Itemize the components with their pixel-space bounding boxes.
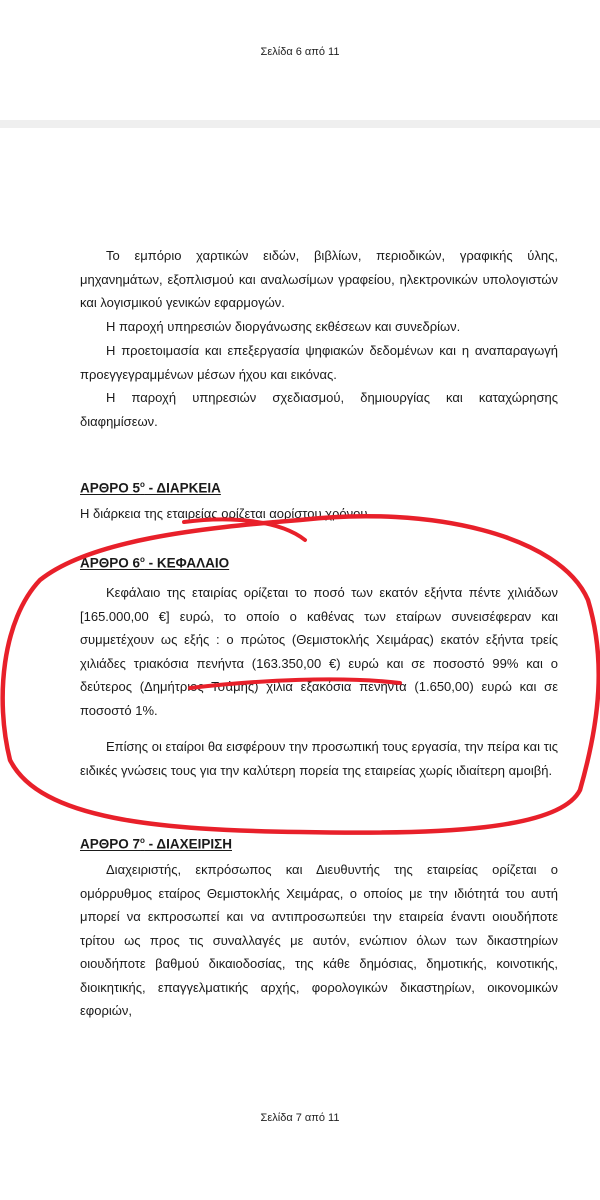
article-5-text: Η διάρκεια της εταιρείας ορίζεται αορίστου χρόνου.: [80, 506, 372, 521]
article-6-capital-paragraph: Κεφάλαιο της εταιρίας ορίζεται το ποσό των εκατόν εξήντα πέντε χιλιάδων [165.000,00 €] ευρώ, το οποίο ο καθένας των εταίρων συνεισέφεραν και συμμετέχουν ως εξής : ο πρώτος (Θεμιστοκλής Χειμάρας) εκατόν εξήντα τρείς χιλιάδες τριακόσια πενήντα (163.350,00 €) ευρώ και σε ποσοστό 99% και ο δεύτερος (Δημήτριος Τσάμης) χίλια εξακόσια πενήντα (1.650,00) ευρώ και σε ποσοστό 1%.: [80, 585, 558, 718]
article-7-heading: ΑΡΘΡΟ $7^o$ - ΔΙΑΧΕΙΡΙΣΗ: [80, 836, 232, 852]
object-item-exhibitions: Η παροχή υπηρεσιών διοργάνωσης εκθέσεων και συνεδρίων.: [106, 319, 461, 334]
circle-mark: [3, 516, 599, 833]
article-5-heading: ΑΡΘΡΟ $5^o$ - ΔΙΑΡΚΕΙΑ: [80, 480, 221, 496]
object-item-advertising: Η παροχή υπηρεσιών σχεδιασμού, δημιουργίας και καταχώρησης διαφημίσεων.: [80, 390, 558, 429]
article-7-text: Διαχειριστής, εκπρόσωπος και Διευθυντής της εταιρείας ορίζεται ο ομόρρυθμος εταίρος Θεμιστοκλής Χειμάρας, ο οποίος με την ιδιότητά του αυτή μπορεί να εκπροσωπεί και να αντιπροσωπεύει την εταιρεία έναντι οιουδήποτε τρίτου ως προς τις συναλλαγές με αυτόν, ενώπιον όλων των δικαστηρίων οιουδήποτε βαθμού δικαιοδοσίας, της κάθε δημόσιας, δημοτικής, κοινοτικής, διοικητικής, επαγγελματικής αρχής, φορολογικών δικαστηρίων, οικονομικών εφοριών,: [80, 862, 558, 1018]
object-item-stationery: Το εμπόριο χαρτικών ειδών, βιβλίων, περιοδικών, γραφικής ύλης, μηχανημάτων, εξοπλισμού και αναλωσίμων γραφείου, ηλεκτρονικών υπολογιστών και λογισμικού γενικών εφαρμογών.: [80, 248, 558, 310]
article-6-contribution-paragraph: Επίσης οι εταίροι θα εισφέρουν την προσωπική τους εργασία, την πείρα και τις ειδικές γνώσεις τους για την καλύτερη πορεία της εταιρείας χωρίς ιδιαίτερη αμοιβή.: [80, 739, 558, 778]
underline-mark: [190, 679, 400, 688]
page-footer-7: Σελίδα 7 από 11: [260, 1112, 340, 1124]
object-item-digital-data: Η προετοιμασία και επεξεργασία ψηφιακών δεδομένων και η αναπαραγωγή προεγγεγραμμένων μέσων ήχου και εικόνας.: [80, 343, 558, 382]
page-footer-6: Σελίδα 6 από 11: [260, 46, 340, 58]
article-6-heading: ΑΡΘΡΟ $6^o$ - ΚΕΦΑΛΑΙΟ: [80, 555, 230, 571]
